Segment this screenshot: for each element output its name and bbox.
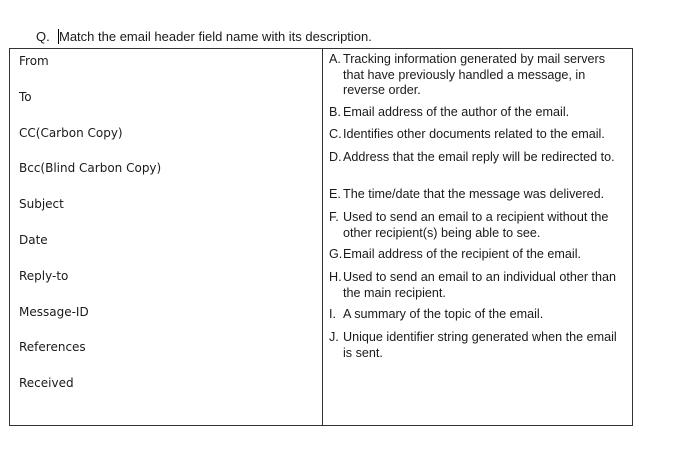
field-message-id: Message-ID (19, 305, 89, 319)
description-letter: C. (329, 127, 342, 141)
field-received: Received (19, 376, 74, 390)
field-reply-to: Reply-to (19, 269, 69, 283)
description-e (329, 187, 629, 203)
description-letter: D. (329, 150, 342, 164)
description-text: Address that the email reply will be redirected to. (343, 150, 615, 164)
description-letter: J. (329, 330, 339, 344)
description-text: Used to send an email to an individual other than the main recipient. (343, 270, 617, 300)
description-letter: E. (329, 187, 341, 201)
matching-table (9, 48, 633, 426)
description-text: Tracking information generated by mail servers that have previously handled a message, in reverse order. (343, 52, 606, 97)
description-text: Unique identifier string generated when the email is sent. (343, 330, 617, 360)
field-from: From (19, 54, 49, 68)
description-letter: H. (329, 270, 342, 284)
description-letter: I. (329, 307, 336, 321)
description-text: The time/date that the message was delivered. (343, 187, 605, 201)
field-to: To (19, 90, 32, 104)
description-text: A summary of the topic of the email. (343, 307, 544, 321)
description-a (329, 52, 629, 99)
description-text: Email address of the recipient of the email. (343, 247, 582, 261)
description-g (329, 247, 629, 263)
field-references: References (19, 340, 86, 354)
question-text: Match the email header field name with its description. (59, 29, 372, 44)
description-i (329, 307, 629, 323)
description-letter: A. (329, 52, 341, 66)
description-text: Identifies other documents related to the email. (343, 127, 605, 141)
description-letter: G. (329, 247, 343, 261)
field-cc: CC(Carbon Copy) (19, 126, 123, 140)
description-h (329, 270, 629, 301)
question-number: Q. (36, 29, 50, 44)
field-date: Date (19, 233, 48, 247)
description-f (329, 210, 629, 241)
description-b (329, 105, 629, 121)
field-bcc: Bcc(Blind Carbon Copy) (19, 161, 162, 175)
question-line (36, 29, 372, 45)
description-d (329, 150, 629, 166)
description-letter: B. (329, 105, 341, 119)
description-text: Email address of the author of the email. (343, 105, 570, 119)
description-letter: F. (329, 210, 339, 224)
column-divider (322, 49, 323, 425)
field-subject: Subject (19, 197, 64, 211)
description-text: Used to send an email to a recipient without the other recipient(s) being able to see. (343, 210, 609, 240)
description-c (329, 127, 629, 143)
description-j (329, 330, 629, 361)
